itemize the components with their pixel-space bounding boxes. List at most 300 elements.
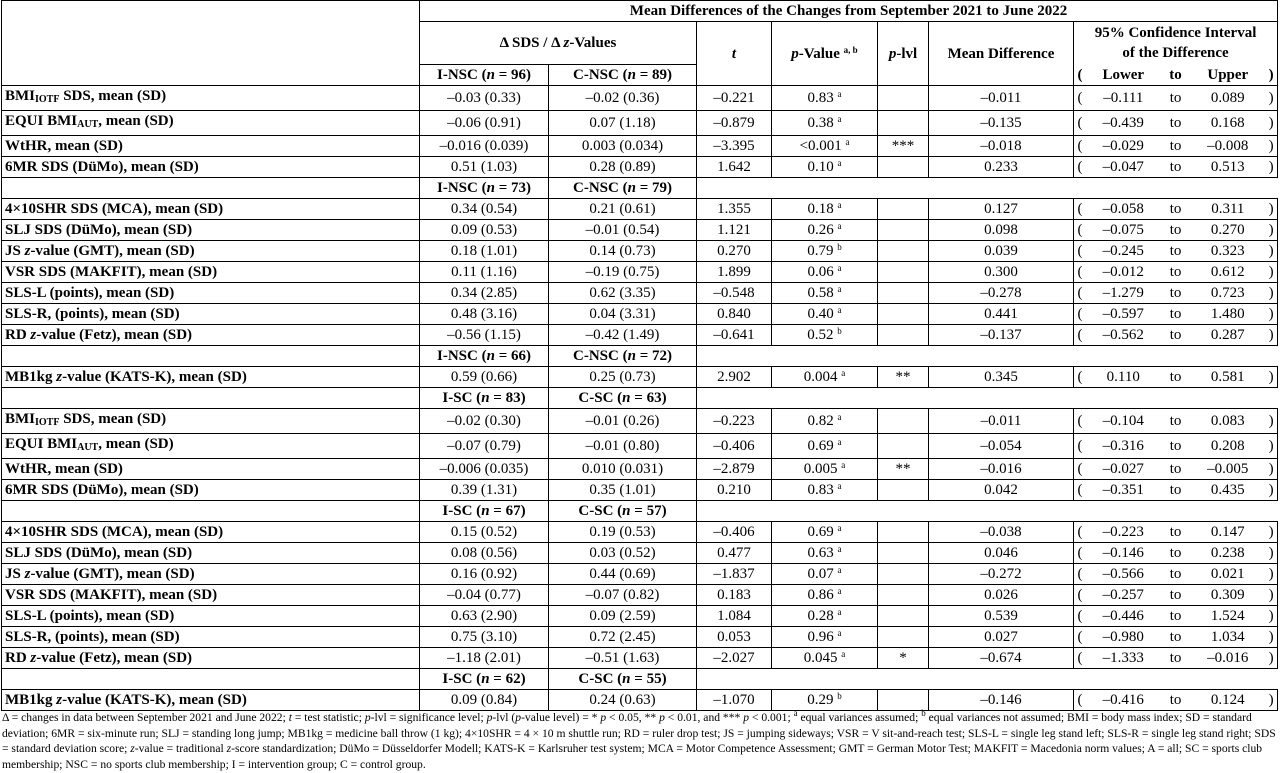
i-group-value: 0.63 (2.90) (420, 606, 549, 627)
confidence-interval (1074, 564, 1278, 585)
mean-difference: 0.441 (929, 304, 1074, 325)
table-body (2, 86, 1278, 711)
ci-close-paren: ) (1268, 243, 1274, 259)
c-group-value: 0.09 (2.59) (549, 606, 697, 627)
p-level (878, 220, 929, 241)
p-value: 0.69 $^a$ (772, 522, 878, 543)
ci-header-line-1: 95% Confidence Interval (1094, 25, 1257, 42)
ci-to-text: to (1169, 264, 1182, 280)
t-value: 0.270 (697, 241, 772, 262)
ci-close-paren: ) (1268, 285, 1274, 301)
t-value: –0.406 (697, 434, 772, 459)
t-value: 0.210 (697, 480, 772, 501)
table-row (2, 522, 1278, 543)
ci-close-paren: ) (1268, 201, 1274, 217)
p-value: 0.06 $^a$ (772, 262, 878, 283)
row-label: VSR SDS (MAKFIT), mean (SD) (2, 585, 420, 606)
mean-difference: –0.135 (929, 111, 1074, 136)
row-label: $BMI_{IOTF}$ SDS, mean (SD) (2, 409, 420, 434)
confidence-interval (1074, 606, 1278, 627)
p-value: 0.26 $^a$ (772, 220, 878, 241)
p-value: 0.96 $^a$ (772, 627, 878, 648)
p-level (878, 585, 929, 606)
ci-lower-value: –0.027 (1102, 461, 1144, 477)
t-value: 0.477 (697, 543, 772, 564)
p-value: 0.045 $^a$ (772, 648, 878, 669)
c-group-value: 0.21 (0.61) (549, 199, 697, 220)
p-value: 0.29 $^b$ (772, 690, 878, 711)
ci-lower-value: –0.058 (1102, 201, 1144, 217)
mean-difference: –0.018 (929, 136, 1074, 157)
ci-lower-value: –0.075 (1102, 222, 1144, 238)
ci-close-paren: ) (1268, 222, 1274, 238)
p-value: 0.18 $^a$ (772, 199, 878, 220)
p-value: <0.001 $^a$ (772, 136, 878, 157)
t-value: –1.070 (697, 690, 772, 711)
mean-difference: 0.300 (929, 262, 1074, 283)
t-value: –0.406 (697, 522, 772, 543)
table-row (2, 199, 1278, 220)
table-row (2, 409, 1278, 434)
group-blank-cell (2, 388, 420, 409)
group-header-row (2, 178, 1278, 199)
table-row (2, 136, 1278, 157)
ci-close-paren: ) (1268, 587, 1274, 603)
group-header-row (2, 501, 1278, 522)
p-level: * (878, 648, 929, 669)
ci-close-paren: ) (1268, 159, 1274, 175)
ci-lower-value: –1.333 (1102, 650, 1144, 666)
group-c-header: C-NSC (n = 89) (549, 65, 697, 86)
t-column-header: t (697, 22, 772, 86)
row-label: 6MR SDS (DüMo), mean (SD) (2, 480, 420, 501)
row-label: SLS-R, (points), mean (SD) (2, 627, 420, 648)
group-header-row (2, 669, 1278, 690)
ci-to-text: to (1169, 545, 1182, 561)
mean-difference: –0.272 (929, 564, 1074, 585)
ci-open-paren: ( (1077, 413, 1083, 429)
c-group-value: 0.25 (0.73) (549, 367, 697, 388)
ci-to-text: to (1169, 243, 1182, 259)
ci-open-paren: ( (1077, 650, 1083, 666)
confidence-interval (1074, 241, 1278, 262)
p-level: *** (878, 136, 929, 157)
table-row (2, 86, 1278, 111)
t-value: –0.641 (697, 325, 772, 346)
ci-to-text: to (1169, 306, 1182, 322)
ci-close-paren: ) (1268, 413, 1274, 429)
mean-difference: –0.054 (929, 434, 1074, 459)
confidence-interval (1074, 157, 1278, 178)
ci-upper-value: 0.309 (1210, 587, 1245, 603)
row-label: WtHR, mean (SD) (2, 459, 420, 480)
mean-difference: 0.127 (929, 199, 1074, 220)
c-group-value: 0.003 (0.034) (549, 136, 697, 157)
ci-lower-value: –0.446 (1102, 608, 1144, 624)
p-value: 0.58 $^a$ (772, 283, 878, 304)
mean-difference: –0.016 (929, 459, 1074, 480)
ci-lower-value: –0.562 (1102, 327, 1144, 343)
ci-to-text: to (1169, 222, 1182, 238)
mean-difference: –0.674 (929, 648, 1074, 669)
row-label: 4×10SHR SDS (MCA), mean (SD) (2, 199, 420, 220)
row-label: SLJ SDS (DüMo), mean (SD) (2, 543, 420, 564)
row-label: 4×10SHR SDS (MCA), mean (SD) (2, 522, 420, 543)
ci-close-paren: ) (1268, 115, 1274, 131)
i-group-value: 0.75 (3.10) (420, 627, 549, 648)
confidence-interval (1074, 86, 1278, 111)
confidence-interval (1074, 262, 1278, 283)
ci-to-text: to (1169, 692, 1182, 708)
i-group-value: –0.03 (0.33) (420, 86, 549, 111)
t-value: 0.183 (697, 585, 772, 606)
mean-difference: 0.539 (929, 606, 1074, 627)
c-group-value: 0.24 (0.63) (549, 690, 697, 711)
i-group-value: –0.006 (0.035) (420, 459, 549, 480)
ci-close-paren: ) (1268, 138, 1274, 154)
t-value: –0.223 (697, 409, 772, 434)
c-group-value: –0.19 (0.75) (549, 262, 697, 283)
ci-upper-value: 0.270 (1210, 222, 1245, 238)
p-value: 0.38 $^a$ (772, 111, 878, 136)
ci-open-paren: ( (1077, 438, 1083, 454)
t-value: 1.899 (697, 262, 772, 283)
ci-close-paren: ) (1268, 369, 1274, 385)
group-blank-cell (2, 501, 420, 522)
t-value: –2.879 (697, 459, 772, 480)
ci-open-paren: ( (1077, 461, 1083, 477)
group-c-label: C-SC (n = 55) (549, 669, 697, 690)
ci-close-paren: ) (1268, 327, 1274, 343)
row-label: MB1kg z-value (KATS-K), mean (SD) (2, 367, 420, 388)
group-c-label: C-NSC (n = 72) (549, 346, 697, 367)
confidence-interval (1074, 648, 1278, 669)
row-label: WtHR, mean (SD) (2, 136, 420, 157)
c-group-value: 0.28 (0.89) (549, 157, 697, 178)
ci-close-paren: ) (1268, 438, 1274, 454)
group-blank-span (697, 346, 1278, 367)
table-footnote: Δ = changes in data between September 2021 and June 2022; t = test statistic; p-lvl = significance level; p-lvl (p-value level) = * p < 0.05, ** p < 0.01, and *** p < 0.001; $^a$ equal variances assumed; $^b$ equal variances not assumed; BMI = body mass index; SD = standard deviation; 6MR = six-minute run; SLJ = standing long jump; MB1kg = medicine ball throw (1 kg); 4×10SHR = 4 × 10 m shuttle run; RD = ruler drop test; JS = jumping sideways; VSR = V sit-and-reach test; SLS-L = single leg stand left; SLS-R = single leg stand right; SDS = standard deviation score; z-value = traditional z-score standardization; DüMo = Düsseldorfer Modell; KATS-K = Karlsruher test system; MCA = Motor Competence Assessment; GMT = German Motor Test; MAKFIT = Macedonia norm values; A = all; SC = sports club membership; NSC = no sports club membership; I = intervention group; C = control group. (2, 708, 1276, 771)
ci-lower-header: Lower (1102, 66, 1145, 83)
p-level (878, 241, 929, 262)
p-value: 0.79 $^b$ (772, 241, 878, 262)
ci-lower-value: –0.029 (1102, 138, 1144, 154)
ci-lower-value: –0.351 (1102, 482, 1144, 498)
p-level (878, 283, 929, 304)
row-label: RD z-value (Fetz), mean (SD) (2, 648, 420, 669)
mean-difference-column-header: Mean Difference (929, 22, 1074, 86)
ci-lower-value: –0.597 (1102, 306, 1144, 322)
t-value: –0.548 (697, 283, 772, 304)
i-group-value: 0.09 (0.84) (420, 690, 549, 711)
i-group-value: 0.18 (1.01) (420, 241, 549, 262)
ci-upper-value: 0.311 (1211, 201, 1245, 217)
table-row (2, 690, 1278, 711)
table-row (2, 304, 1278, 325)
ci-close-paren: ) (1268, 524, 1274, 540)
mean-difference: 0.098 (929, 220, 1074, 241)
ci-close-paren: ) (1268, 90, 1274, 106)
c-group-value: –0.42 (1.49) (549, 325, 697, 346)
p-level (878, 480, 929, 501)
ci-lower-value: –0.047 (1102, 159, 1144, 175)
p-level (878, 564, 929, 585)
p-level (878, 627, 929, 648)
ci-upper-value: 0.021 (1210, 566, 1245, 582)
table-row (2, 564, 1278, 585)
row-label: SLS-R, (points), mean (SD) (2, 304, 420, 325)
i-group-value: –1.18 (2.01) (420, 648, 549, 669)
ci-lower-value: –0.439 (1102, 115, 1144, 131)
i-group-value: –0.02 (0.30) (420, 409, 549, 434)
table-row (2, 459, 1278, 480)
ci-open-paren: ( (1077, 566, 1083, 582)
p-value: 0.83 $^a$ (772, 86, 878, 111)
ci-upper-value: –0.008 (1207, 138, 1249, 154)
row-label: SLJ SDS (DüMo), mean (SD) (2, 220, 420, 241)
confidence-interval (1074, 304, 1278, 325)
c-group-value: 0.03 (0.52) (549, 543, 697, 564)
p-level (878, 111, 929, 136)
row-label: $BMI_{IOTF}$ SDS, mean (SD) (2, 86, 420, 111)
confidence-interval (1074, 199, 1278, 220)
confidence-interval (1074, 409, 1278, 434)
ci-to-text: to (1169, 159, 1182, 175)
t-value: 0.053 (697, 627, 772, 648)
ci-upper-value: 0.083 (1210, 413, 1245, 429)
group-blank-span (697, 669, 1278, 690)
ci-to-text: to (1169, 201, 1182, 217)
p-level (878, 409, 929, 434)
ci-close-paren: ) (1268, 264, 1274, 280)
i-group-value: –0.56 (1.15) (420, 325, 549, 346)
ci-upper-header: Upper (1207, 66, 1249, 83)
group-blank-cell (2, 669, 420, 690)
mean-difference: 0.345 (929, 367, 1074, 388)
row-label: JS z-value (GMT), mean (SD) (2, 564, 420, 585)
ci-upper-value: 0.124 (1210, 692, 1245, 708)
p-level (878, 86, 929, 111)
group-i-label: I-SC (n = 62) (420, 669, 549, 690)
table-row (2, 111, 1278, 136)
p-value-column-header: p-Value $^{a, b}$ (772, 22, 878, 86)
p-level (878, 304, 929, 325)
table-row (2, 325, 1278, 346)
i-group-value: –0.06 (0.91) (420, 111, 549, 136)
delta-label: Δ SDS / Δ z-Values (499, 35, 617, 51)
t-value: –3.395 (697, 136, 772, 157)
group-i-label: I-NSC (n = 66) (420, 346, 549, 367)
ci-to-text: to (1169, 482, 1182, 498)
p-value: 0.07 $^a$ (772, 564, 878, 585)
row-label: RD z-value (Fetz), mean (SD) (2, 325, 420, 346)
confidence-interval (1074, 220, 1278, 241)
mean-difference: –0.011 (929, 86, 1074, 111)
table-row (2, 220, 1278, 241)
ci-subheader: ( Lower to Upper ) (1074, 65, 1278, 86)
ci-open-paren: ( (1077, 201, 1083, 217)
t-value: 1.084 (697, 606, 772, 627)
p-level-column-header: p-lvl (878, 22, 929, 86)
ci-upper-value: 1.480 (1210, 306, 1245, 322)
i-group-value: 0.11 (1.16) (420, 262, 549, 283)
mean-difference: 0.233 (929, 157, 1074, 178)
ci-open-paren: ( (1077, 159, 1083, 175)
p-level: ** (878, 367, 929, 388)
table-row (2, 648, 1278, 669)
ci-close-paren: ) (1268, 306, 1274, 322)
ci-open-paren: ( (1077, 306, 1083, 322)
ci-close-paren: ) (1268, 545, 1274, 561)
confidence-interval (1074, 434, 1278, 459)
i-group-value: 0.09 (0.53) (420, 220, 549, 241)
c-group-value: –0.51 (1.63) (549, 648, 697, 669)
p-value: 0.004 $^a$ (772, 367, 878, 388)
i-group-value: 0.16 (0.92) (420, 564, 549, 585)
t-value: 1.355 (697, 199, 772, 220)
row-label: EQUI $BMI_{AUT}$, mean (SD) (2, 111, 420, 136)
ci-to-text: to (1169, 327, 1182, 343)
table-row (2, 606, 1278, 627)
ci-open-paren: ( (1077, 222, 1083, 238)
ci-lower-value: –0.980 (1102, 629, 1144, 645)
i-group-value: –0.016 (0.039) (420, 136, 549, 157)
c-group-value: 0.44 (0.69) (549, 564, 697, 585)
group-blank-span (697, 388, 1278, 409)
c-group-value: 0.07 (1.18) (549, 111, 697, 136)
t-value: –0.879 (697, 111, 772, 136)
ci-lower-value: –0.104 (1102, 413, 1144, 429)
row-label: JS z-value (GMT), mean (SD) (2, 241, 420, 262)
ci-upper-value: 0.723 (1210, 285, 1245, 301)
ci-close-paren: ) (1268, 608, 1274, 624)
c-group-value: 0.14 (0.73) (549, 241, 697, 262)
ci-upper-value: 0.089 (1210, 90, 1245, 106)
c-group-value: –0.01 (0.80) (549, 434, 697, 459)
ci-to-text: to (1169, 413, 1182, 429)
mean-difference: 0.046 (929, 543, 1074, 564)
p-level (878, 262, 929, 283)
ci-upper-value: 1.524 (1210, 608, 1245, 624)
confidence-interval (1074, 325, 1278, 346)
p-level (878, 543, 929, 564)
c-group-value: 0.19 (0.53) (549, 522, 697, 543)
ci-to-text: to (1169, 608, 1182, 624)
table-row (2, 367, 1278, 388)
group-i-label: I-SC (n = 67) (420, 501, 549, 522)
table-row (2, 585, 1278, 606)
mean-difference: –0.137 (929, 325, 1074, 346)
ci-to-text: to (1169, 629, 1182, 645)
ci-open-paren: ( (1077, 482, 1083, 498)
confidence-interval (1074, 459, 1278, 480)
p-value: 0.69 $^a$ (772, 434, 878, 459)
ci-to-text: to (1169, 115, 1182, 131)
group-header-row (2, 388, 1278, 409)
ci-lower-value: –0.012 (1102, 264, 1144, 280)
ci-lower-value: –1.279 (1102, 285, 1144, 301)
confidence-interval (1074, 283, 1278, 304)
i-group-value: 0.34 (2.85) (420, 283, 549, 304)
c-group-value: –0.02 (0.36) (549, 86, 697, 111)
mean-difference: –0.011 (929, 409, 1074, 434)
p-value: 0.52 $^b$ (772, 325, 878, 346)
i-group-value: –0.04 (0.77) (420, 585, 549, 606)
ci-open-paren: ( (1077, 264, 1083, 280)
c-group-value: 0.010 (0.031) (549, 459, 697, 480)
c-group-value: 0.04 (3.31) (549, 304, 697, 325)
ci-to-text: to (1169, 90, 1182, 106)
table-row (2, 480, 1278, 501)
confidence-interval (1074, 522, 1278, 543)
ci-upper-value: 0.513 (1210, 159, 1245, 175)
ci-open-paren: ( (1077, 587, 1083, 603)
row-label: SLS-L (points), mean (SD) (2, 283, 420, 304)
table-row (2, 157, 1278, 178)
c-group-value: –0.01 (0.26) (549, 409, 697, 434)
p-level (878, 522, 929, 543)
ci-to-text: to (1169, 566, 1182, 582)
mean-difference: 0.027 (929, 627, 1074, 648)
t-value: –2.027 (697, 648, 772, 669)
ci-open-paren: ( (1077, 545, 1083, 561)
ci-close-paren: ) (1268, 629, 1274, 645)
ci-open-paren: ( (1077, 90, 1083, 106)
ci-lower-value: –0.566 (1102, 566, 1144, 582)
ci-to-text: to (1169, 285, 1182, 301)
ci-close-paren: ) (1268, 461, 1274, 477)
ci-open-paren: ( (1077, 115, 1083, 131)
ci-header-line-2: of the Difference (1122, 45, 1229, 62)
mean-difference: 0.039 (929, 241, 1074, 262)
group-i-label: I-SC (n = 83) (420, 388, 549, 409)
c-group-value: 0.72 (2.45) (549, 627, 697, 648)
ci-upper-value: 0.208 (1210, 438, 1245, 454)
t-value: –1.837 (697, 564, 772, 585)
ci-to-text: to (1169, 587, 1182, 603)
p-value: 0.28 $^a$ (772, 606, 878, 627)
p-value: 0.86 $^a$ (772, 585, 878, 606)
group-blank-span (697, 501, 1278, 522)
p-level (878, 199, 929, 220)
group-blank-cell (2, 178, 420, 199)
c-group-value: 0.62 (3.35) (549, 283, 697, 304)
c-group-value: –0.01 (0.54) (549, 220, 697, 241)
p-level (878, 157, 929, 178)
ci-upper-value: 0.168 (1210, 115, 1245, 131)
i-group-value: 0.39 (1.31) (420, 480, 549, 501)
ci-lower-value: –0.245 (1102, 243, 1144, 259)
t-value: 1.642 (697, 157, 772, 178)
ci-open-paren: ( (1077, 629, 1083, 645)
confidence-interval (1074, 480, 1278, 501)
ci-lower-value: –0.146 (1102, 545, 1144, 561)
p-value: 0.005 $^a$ (772, 459, 878, 480)
t-value: –0.221 (697, 86, 772, 111)
i-group-value: 0.59 (0.66) (420, 367, 549, 388)
p-value: 0.63 $^a$ (772, 543, 878, 564)
ci-lower-value: –0.257 (1102, 587, 1144, 603)
group-c-label: C-NSC (n = 79) (549, 178, 697, 199)
group-c-label: C-SC (n = 63) (549, 388, 697, 409)
i-group-value: 0.08 (0.56) (420, 543, 549, 564)
row-label: MB1kg z-value (KATS-K), mean (SD) (2, 690, 420, 711)
group-c-label: C-SC (n = 57) (549, 501, 697, 522)
ci-upper-value: 0.238 (1210, 545, 1245, 561)
ci-lower-value: –0.316 (1102, 438, 1144, 454)
row-label: 6MR SDS (DüMo), mean (SD) (2, 157, 420, 178)
t-value: 1.121 (697, 220, 772, 241)
